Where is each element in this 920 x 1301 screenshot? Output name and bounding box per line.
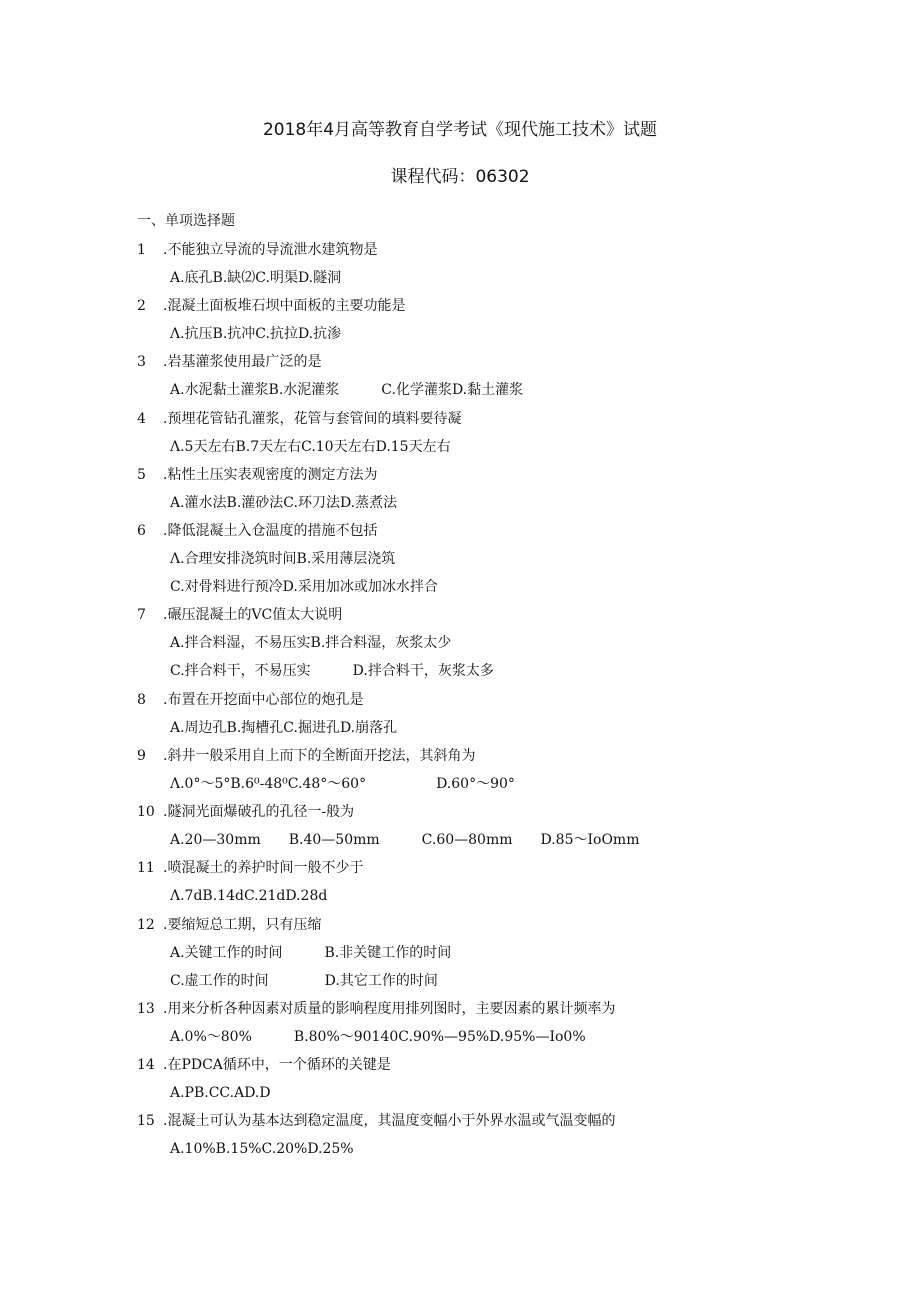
question-number: 3 [137, 354, 146, 370]
question-number: 15 [137, 1113, 155, 1129]
question-12-options-line-1: A.关键工作的时间 B.非关键工作的时间 [170, 945, 452, 961]
question-number: 10 [137, 804, 155, 820]
question-text: .岩基灌浆使用最广泛的是 [163, 354, 322, 370]
question-15-options: A.10%B.15%C.20%D.25% [170, 1141, 354, 1157]
question-number: 8 [137, 692, 146, 708]
question-3-options: A.水泥黏土灌浆B.水泥灌浆 C.化学灌浆D.黏土灌浆 [170, 382, 524, 398]
question-text: .降低混凝土入仓温度的措施不包括 [163, 523, 378, 539]
question-text: .喷混凝土的养护时间一般不少于 [163, 860, 364, 876]
question-2-options: Λ.抗压B.抗冲C.抗拉D.抗渗 [170, 326, 342, 342]
question-number: 1 [137, 242, 146, 258]
question-7 [137, 606, 342, 624]
question-text: .碾压混凝土的VC值太大说明 [163, 607, 343, 623]
course-code: 课程代码：06302 [390, 167, 530, 187]
question-12 [137, 916, 321, 934]
question-13-options: A.0%～80% B.80%～90140C.90%—95%D.95%—Io0% [170, 1029, 586, 1045]
question-text: .在PDCA循环中，一个循环的关键是 [163, 1057, 391, 1073]
question-11-options: Λ.7dB.14dC.21dD.28d [170, 888, 328, 904]
question-text: .斜井一般采用自上而下的全断面开挖法，其斜角为 [163, 748, 476, 764]
question-number: 12 [137, 917, 155, 933]
question-text: .隧洞光面爆破孔的孔径一-般为 [163, 804, 355, 820]
question-number: 9 [137, 748, 146, 764]
question-13 [137, 1000, 615, 1018]
question-number: 4 [137, 411, 146, 427]
question-text: .布置在开挖面中心部位的炮孔是 [163, 692, 364, 708]
question-4 [137, 410, 461, 428]
question-8 [137, 691, 363, 709]
question-14 [137, 1056, 391, 1074]
question-text: .不能独立导流的导流泄水建筑物是 [163, 242, 378, 258]
question-5 [137, 466, 377, 484]
question-number: 13 [137, 1001, 155, 1017]
question-15 [137, 1112, 615, 1130]
question-8-options: A.周边孔B.掏槽孔C.掘进孔D.崩落孔 [170, 720, 398, 736]
question-text: .混凝土可认为基本达到稳定温度，其温度变幅小于外界水温或气温变幅的 [163, 1113, 616, 1129]
question-number: 7 [137, 607, 146, 623]
question-text: .预埋花管钻孔灌浆，花管与套管间的填料要待凝 [163, 411, 462, 427]
question-6 [137, 522, 377, 540]
question-number: 2 [137, 298, 146, 314]
question-6-options-line-1: Λ.合理安排浇筑时间B.采用薄层浇筑 [170, 551, 396, 567]
question-1-options: A.底孔B.缺⑵C.明渠D.隧洞 [170, 270, 342, 286]
question-11 [137, 859, 363, 877]
question-text: .用来分析各种因素对质量的影响程度用排列图时，主要因素的累计频率为 [163, 1001, 616, 1017]
question-text: .要缩短总工期，只有压缩 [163, 917, 322, 933]
question-2 [137, 297, 405, 315]
question-7-options-line-2: C.拌合料干，不易压实 D.拌合料干，灰浆太多 [170, 663, 494, 679]
question-10-options: A.20—30mm B.40—50mm C.60—80mm D.85～IoOmm [170, 832, 640, 848]
question-14-options: A.PB.CC.AD.D [170, 1085, 271, 1101]
question-number: 6 [137, 523, 146, 539]
question-9 [137, 747, 475, 765]
question-number: 11 [137, 860, 155, 876]
question-text: .混凝土面板堆石坝中面板的主要功能是 [163, 298, 406, 314]
question-3 [137, 353, 321, 371]
question-text: .粘性土压实表观密度的测定方法为 [163, 467, 378, 483]
question-5-options: A.灌水法B.灌砂法C.环刀法D.蒸煮法 [170, 495, 398, 511]
question-number: 14 [137, 1057, 155, 1073]
exam-title: 2018年4月高等教育自学考试《现代施工技术》试题 [262, 120, 658, 140]
question-4-options: Λ.5天左右B.7天左右C.10天左右D.15天左右 [170, 439, 451, 455]
section-heading: 一、单项选择题 [137, 213, 235, 229]
question-6-options-line-2: C.对骨料进行预冷D.采用加冰或加冰水拌合 [170, 579, 438, 595]
question-number: 5 [137, 467, 146, 483]
question-9-options: Λ.0°～5°B.6⁰-48⁰C.48°～60° D.60°～90° [170, 776, 515, 792]
question-12-options-line-2: C.虚工作的时间 D.其它工作的时间 [170, 973, 438, 989]
question-10 [137, 803, 354, 821]
question-1 [137, 241, 377, 259]
question-7-options-line-1: A.拌合料湿，不易压实B.拌合料湿，灰浆太少 [170, 635, 452, 651]
